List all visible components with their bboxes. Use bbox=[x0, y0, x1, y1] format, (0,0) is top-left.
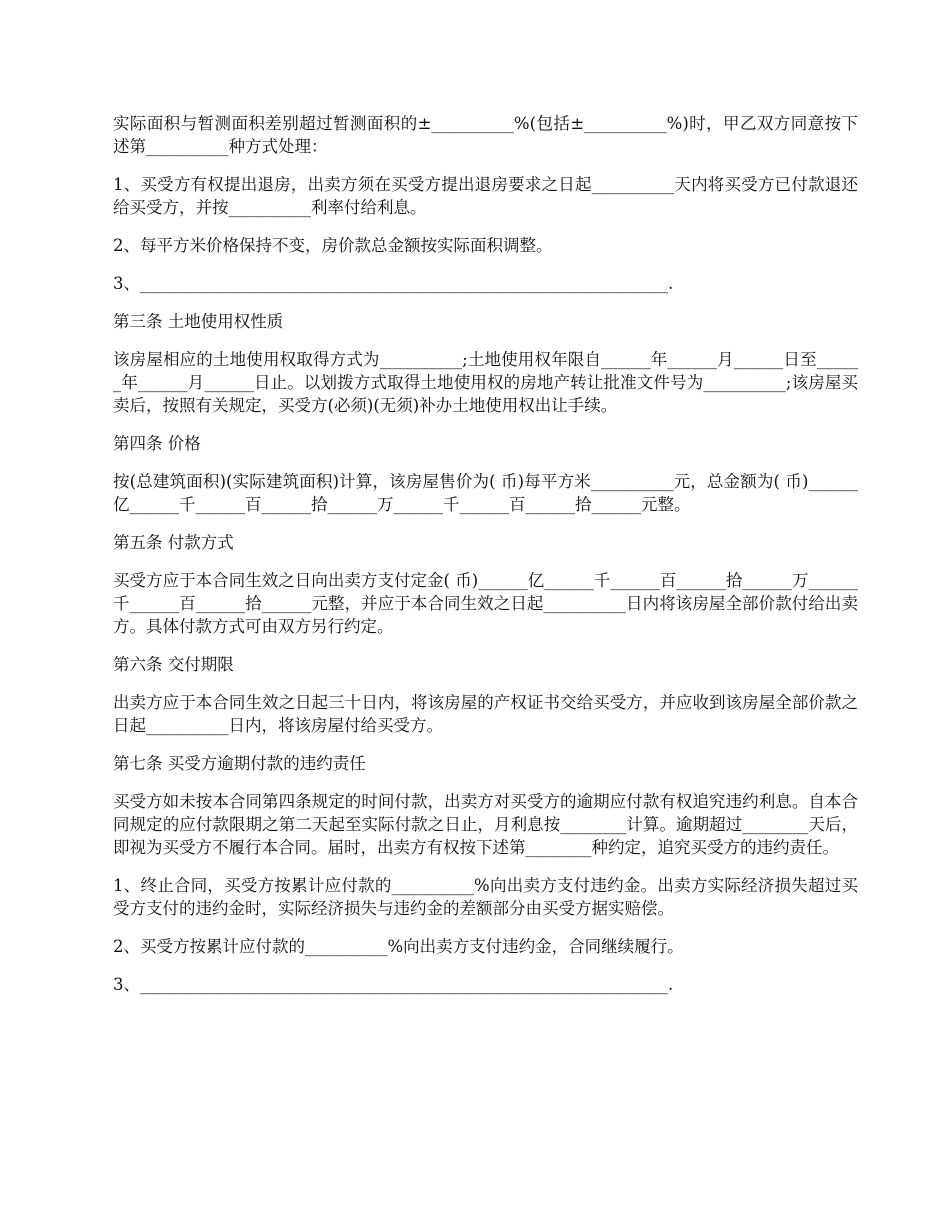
article-3-heading: 第三条 土地使用权性质 bbox=[113, 312, 284, 331]
land-use-right-paragraph: 该房屋相应的土地使用权取得方式为__________;土地使用权年限自______年______月______日至______年______月______日止。以划拨方式取得土地使用权的房地产转让批准文件号为__________;该房屋买卖后，按照有关规定，买受方(必须)(无须)补办土地使用权出让手续。 bbox=[113, 350, 858, 415]
option-3-blank-paragraph: 3、________________________________________________________________. bbox=[113, 274, 674, 293]
price-paragraph: 按(总建筑面积)(实际建筑面积)计算，该房屋售价为( 币)每平方米__________元，总金额为( 币)______亿______千______百______拾______万______千______百______拾______元整。 bbox=[113, 472, 858, 514]
penalty-option-1-paragraph: 1、终止合同，买受方按累计应付款的__________%向出卖方支付违约金。出卖方实际经济损失超过买受方支付的违约金时，实际经济损失与违约金的差额部分由买受方据实赔偿。 bbox=[113, 876, 858, 918]
late-payment-paragraph: 买受方如未按本合同第四条规定的时间付款，出卖方对买受方的逾期应付款有权追究违约利息。自本合同规定的应付款限期之第二天起至实际付款之日止，月利息按________计算。逾期超过________天后，即视为买受方不履行本合同。届时，出卖方有权按下述第________种约定，追究买受方的违约责任。 bbox=[113, 792, 858, 857]
article-5-heading: 第五条 付款方式 bbox=[113, 533, 234, 552]
delivery-period-paragraph: 出卖方应于本合同生效之日起三十日内，将该房屋的产权证书交给买受方，并应收到该房屋全部价款之日起__________日内，将该房屋付给买受方。 bbox=[113, 693, 858, 735]
payment-method-paragraph: 买受方应于本合同生效之日向出卖方支付定金( 币)______亿______千______百______拾______万______千______百______拾______元整，并应于本合同生效之日起__________日内将该房屋全部价款付给出卖方。具体付款方式可由双方另行约定。 bbox=[113, 571, 858, 636]
article-7-heading: 第七条 买受方逾期付款的违约责任 bbox=[113, 754, 366, 773]
penalty-option-2-paragraph: 2、买受方按累计应付款的__________%向出卖方支付违约金，合同继续履行。 bbox=[113, 937, 684, 956]
option-2-price-adjust-paragraph: 2、每平方米价格保持不变，房价款总金额按实际面积调整。 bbox=[113, 236, 553, 255]
penalty-option-3-paragraph: 3、________________________________________________________________. bbox=[113, 975, 674, 994]
option-1-refund-paragraph: 1、买受方有权提出退房，出卖方须在买受方提出退房要求之日起__________天内将买受方已付款退还给买受方，并按__________利率付给利息。 bbox=[113, 175, 858, 217]
article-4-heading: 第四条 价格 bbox=[113, 434, 201, 453]
document-page bbox=[113, 112, 858, 1011]
article-6-heading: 第六条 交付期限 bbox=[113, 655, 234, 674]
area-difference-paragraph: 实际面积与暂测面积差别超过暂测面积的±__________%(包括±__________%)时，甲乙双方同意按下述第__________种方式处理： bbox=[113, 114, 858, 156]
